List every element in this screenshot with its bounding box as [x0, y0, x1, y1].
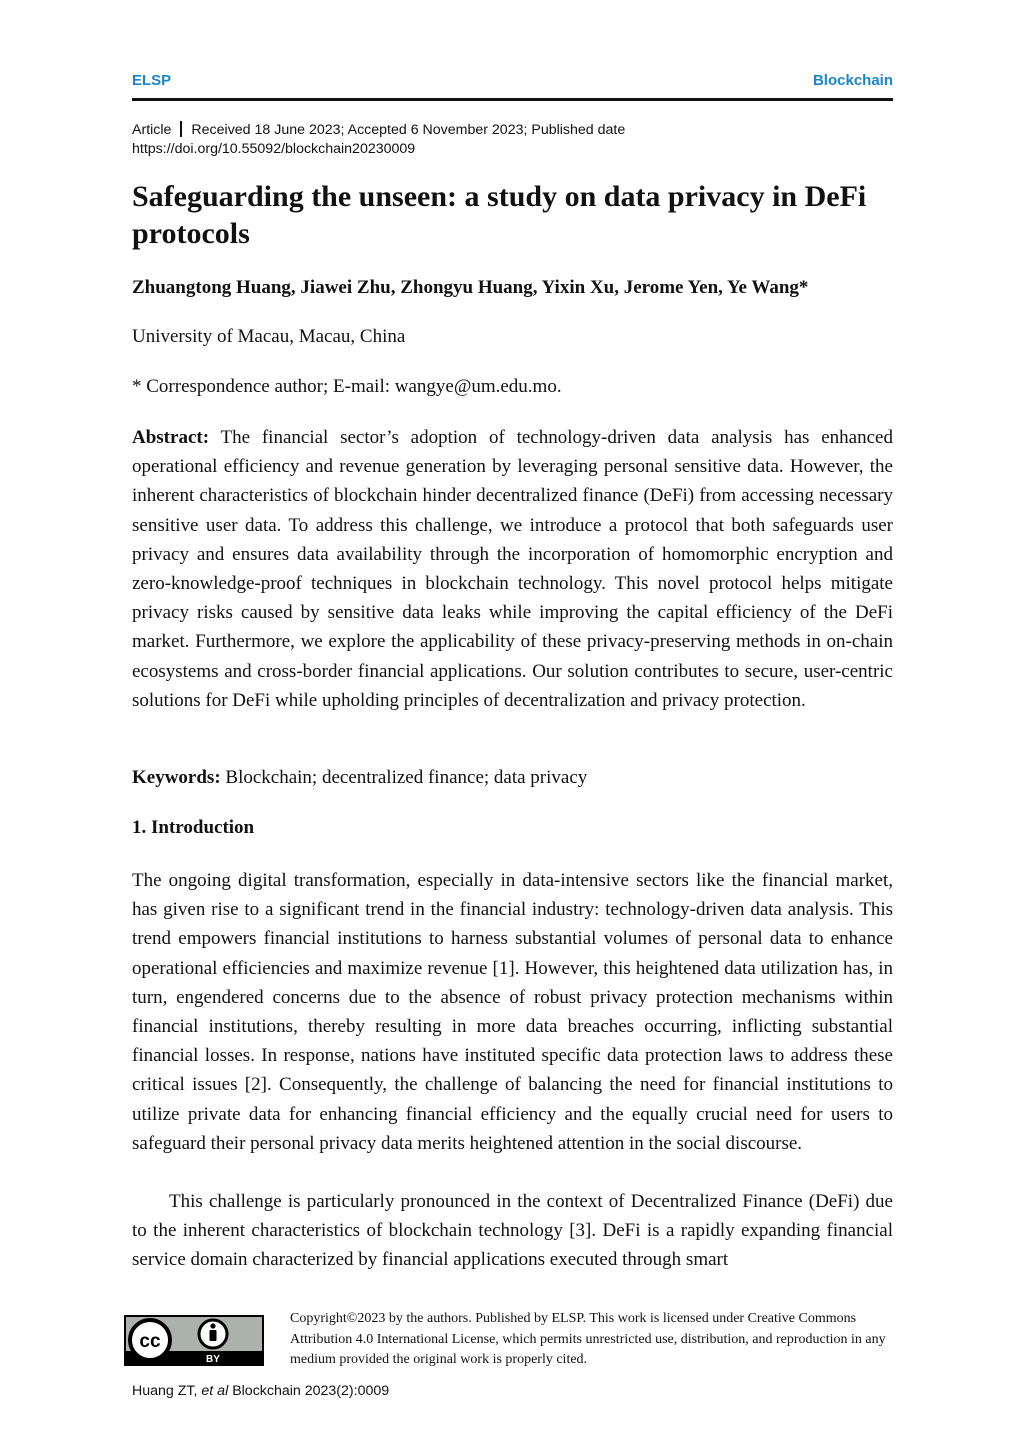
keywords-text: Blockchain; decentralized finance; data privacy	[225, 767, 588, 788]
page-footer	[132, 1383, 389, 1399]
intro-paragraph-2: This challenge is particularly pronounced in the context of Decentralized Finance (DeFi) due to the inherent characteristics of blockchain technology [3]. DeFi is a rapidly expanding financial service domain characterized by financial applications executed through smart	[132, 1191, 893, 1271]
publisher-name: ELSP	[132, 72, 172, 89]
svg-text:cc: cc	[139, 1331, 161, 1352]
license-text: Copyright©2023 by the authors. Published by ELSP. This work is licensed under Creative Commons Attribution 4.0 International License, which permits unrestricted use, distribution, and reproduction in any medium provided the original work is properly cited.	[290, 1311, 886, 1367]
author-list: Zhuangtong Huang, Jiawei Zhu, Zhongyu Huang, Yixin Xu, Jerome Yen, Ye Wang*	[132, 277, 809, 298]
paper-title: Safeguarding the unseen: a study on data privacy in DeFi protocols	[132, 180, 867, 250]
abstract-text: The financial sector’s adoption of technology-driven data analysis has enhanced operational efficiency and revenue generation by leveraging personal sensitive data. However, the inherent characteristics of blockchain hinder decentralized finance (DeFi) from accessing necessary sensitive user data. To address this challenge, we introduce a protocol that both safeguards user privacy and ensures data availability through the incorporation of homomorphic encryption and zero-knowledge-proof techniques in blockchain technology. This novel protocol helps mitigate privacy risks caused by sensitive data leaks while improving the capital efficiency of the DeFi market. Furthermore, we explore the applicability of these privacy-preserving methods in on-chain ecosystems and cross-border financial applications. Our solution contributes to secure, user-centric solutions for DeFi while upholding principles of decentralization and privacy protection.	[132, 427, 893, 711]
abstract	[132, 423, 893, 715]
footer-etal: et al	[201, 1383, 229, 1399]
footer-citation: Blockchain 2023(2):0009	[232, 1383, 390, 1399]
doi-link[interactable]: https://doi.org/10.55092/blockchain20230009	[132, 141, 416, 157]
cc-by-badge-text: BY	[206, 1354, 220, 1365]
section-heading: 1. Introduction	[132, 817, 255, 838]
intro-paragraph-1: The ongoing digital transformation, especially in data-intensive sectors like the financial market, has given rise to a significant trend in the financial industry: technology-driven data analysis. This trend empowers financial institutions to harness substantial volumes of personal data to enhance operational efficiencies and maximize revenue [1]. However, this heightened data utilization has, in turn, engendered concerns due to the absence of robust privacy protection mechanisms within financial institutions, thereby resulting in more data breaches occurring, inflicting substantial financial losses. In response, nations have instituted specific data protection laws to address these critical issues [2]. Consequently, the challenge of balancing the need for financial institutions to utilize private data for enhancing financial efficiency and the equally crucial need for users to safeguard their personal privacy data merits heightened attention in the social discourse.	[132, 870, 893, 1154]
keywords	[132, 767, 587, 789]
cc-by-icon[interactable]	[124, 1315, 264, 1366]
correspondence: * Correspondence author; E-mail: wangye@um.edu.mo.	[132, 376, 562, 397]
article-dates: Received 18 June 2023; Accepted 6 November 2023; Published date	[191, 122, 626, 138]
keywords-label: Keywords:	[132, 767, 221, 788]
header-rule	[132, 98, 893, 101]
affiliation: University of Macau, Macau, China	[132, 326, 406, 347]
meta-separator	[180, 121, 182, 137]
footer-author: Huang ZT,	[132, 1383, 198, 1399]
running-header	[132, 72, 893, 94]
abstract-label: Abstract:	[132, 427, 210, 448]
journal-name: Blockchain	[812, 72, 893, 89]
article-meta	[132, 121, 893, 159]
article-type: Article	[132, 122, 172, 138]
